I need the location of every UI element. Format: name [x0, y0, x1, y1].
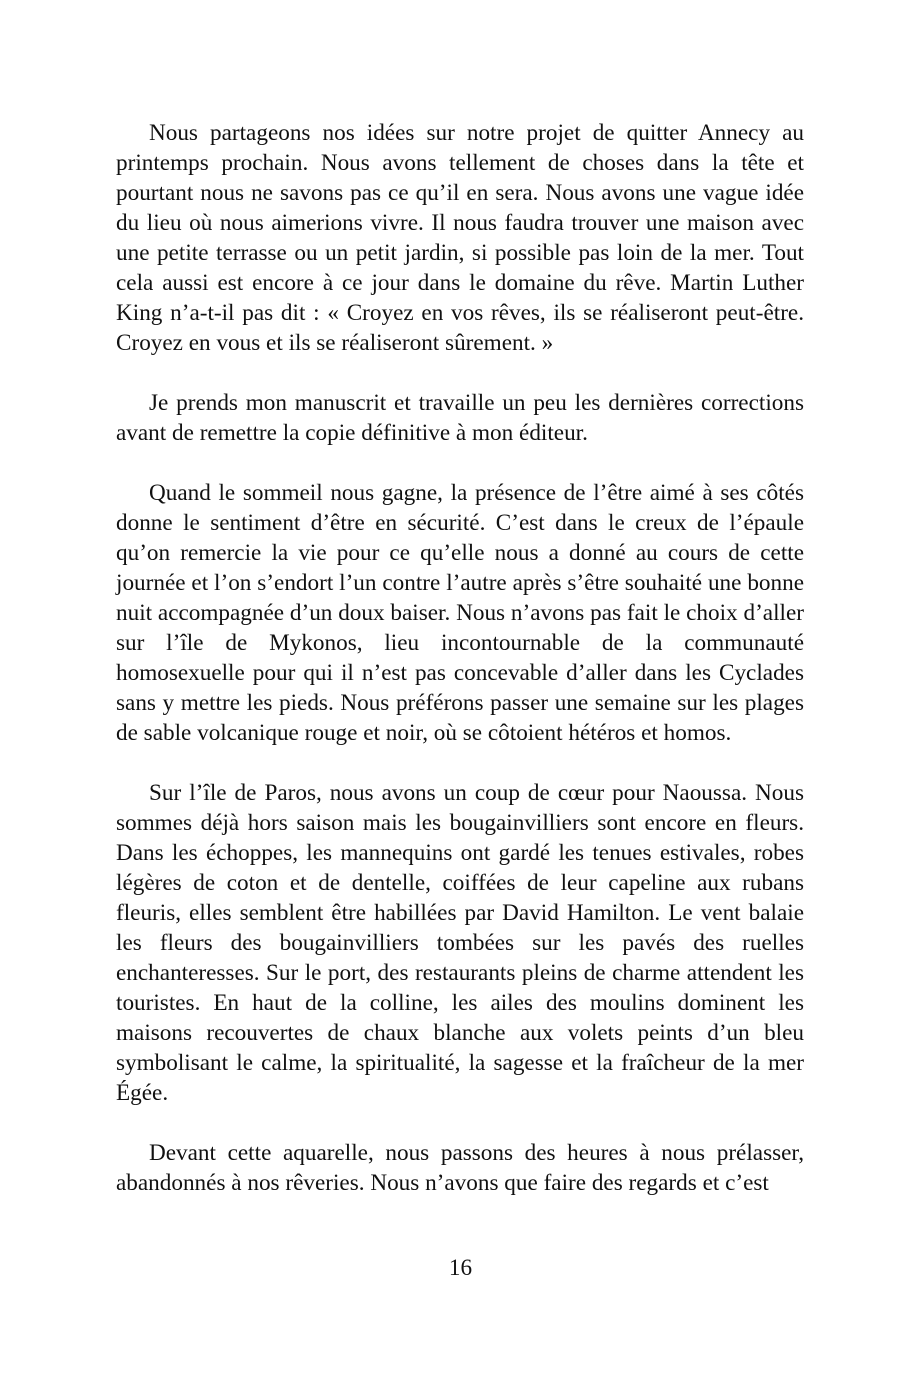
page-number: 16	[448, 1255, 473, 1281]
page-body	[116, 118, 804, 1228]
paragraph: Sur l’île de Paros, nous avons un coup de cœur pour Naoussa. Nous sommes déjà hors saison mais les bougainvilliers sont encore en fleurs. Dans les échoppes, les mannequins ont gardé les tenues estivales, robes légères de coton et de dentelle, coiffées de leur capeline aux rubans fleuris, elles semblent être habillées par David Hamilton. Le vent balaie les fleurs des bougainvilliers tombées sur les pavés des ruelles enchanteresses. Sur le port, des restaurants pleins de charme attendent les touristes. En haut de la colline, les ailes des moulins dominent les maisons recouvertes de chaux blanche aux volets peints d’un bleu symbolisant le calme, la spiritualité, la sagesse et la fraîcheur de la mer Égée.	[116, 780, 804, 1106]
paragraph: Devant cette aquarelle, nous passons des heures à nous prélasser, abandonnés à nos rêveries. Nous n’avons que faire des regards et c’est	[116, 1140, 804, 1196]
paragraph: Quand le sommeil nous gagne, la présence de l’être aimé à ses côtés donne le sentiment d’être en sécurité. C’est dans le creux de l’épaule qu’on remercie la vie pour ce qu’elle nous a donné au cours de cette journée et l’on s’endort l’un contre l’autre après s’être souhaité une bonne nuit accompagnée d’un doux baiser. Nous n’avons pas fait le choix d’aller sur l’île de Mykonos, lieu incontournable de la communauté homosexuelle pour qui il n’est pas concevable d’aller dans les Cyclades sans y mettre les pieds. Nous préférons passer une semaine sur les plages de sable volcanique rouge et noir, où se côtoient hétéros et homos.	[116, 480, 804, 746]
paragraph: Nous partageons nos idées sur notre projet de quitter Annecy au printemps prochain. Nous avons tellement de choses dans la tête et pourtant nous ne savons pas ce qu’il en sera. Nous avons une vague idée du lieu où nous aimerions vivre. Il nous faudra trouver une maison avec une petite terrasse ou un petit jardin, si possible pas loin de la mer. Tout cela aussi est encore à ce jour dans le domaine du rêve. Martin Luther King n’a-t-il pas dit : « Croyez en vos rêves, ils se réaliseront peut-être. Croyez en vous et ils se réaliseront sûrement. »	[116, 120, 804, 356]
paragraph: Je prends mon manuscrit et travaille un peu les dernières corrections avant de remettre la copie définitive à mon éditeur.	[116, 390, 804, 446]
